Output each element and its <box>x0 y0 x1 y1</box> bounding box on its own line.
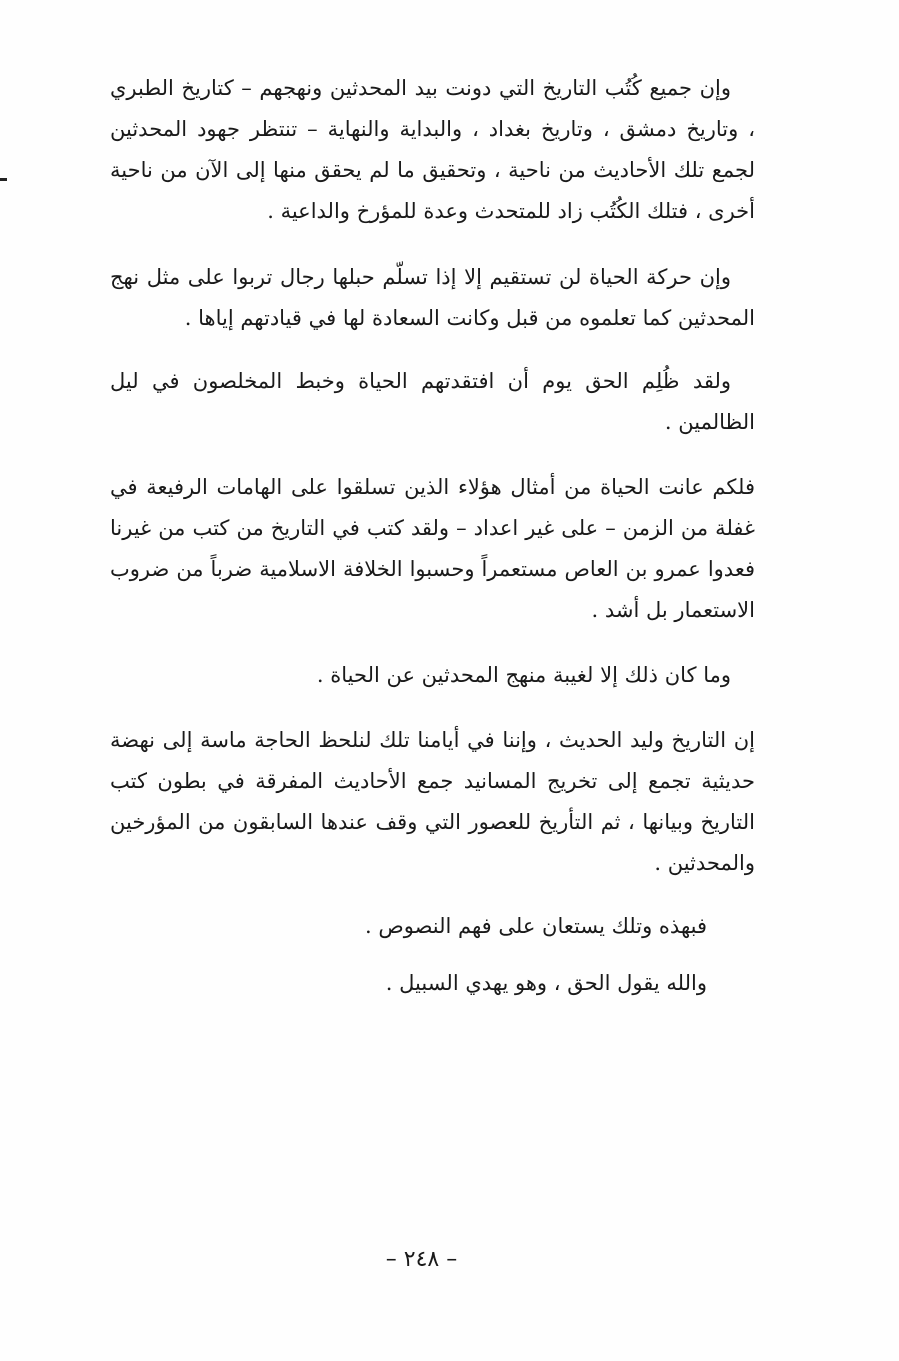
paragraph-1 <box>110 68 755 232</box>
paragraph-6-text: إن التاريخ وليد الحديث ، وإننا في أيامنا تلك لنلحظ الحاجة ماسة إلى نهضة حديثية تجمع إلى تخريج المسانيد جمع الأحاديث المفرقة في بطون كتب التاريخ وبيانها ، ثم التأريخ للعصور التي وقف عندها السابقون من المؤرخين والمحدثين . <box>110 728 755 875</box>
paragraph-2-text: وإن حركة الحياة لن تستقيم إلا إذا تسلّم حبلها رجال تربوا على مثل نهج المحدثين كما تعلموه من قبل وكانت السعادة لها في قيادتهم إياها . <box>110 265 755 330</box>
paragraph-5 <box>110 655 755 696</box>
paragraph-8-text: والله يقول الحق ، وهو يهدي السبيل . <box>385 971 707 995</box>
paragraph-7-text: فبهذه وتلك يستعان على فهم النصوص . <box>364 914 707 938</box>
paragraph-4-text: فلكم عانت الحياة من أمثال هؤلاء الذين تسلقوا على الهامات الرفيعة في غفلة من الزمن – على غير اعداد – ولقد كتب في التاريخ من كتب من غيرنا فعدوا عمرو بن العاص مستعمراً وحسبوا الخلافة الاسلامية ضرباً من ضروب الاستعمار بل أشد . <box>110 475 755 622</box>
paragraph-3 <box>110 361 755 443</box>
paragraph-3-text: ولقد ظُلِم الحق يوم أن افتقدتهم الحياة وخبط المخلصون في ليل الظالمين . <box>110 369 755 434</box>
paragraph-2 <box>110 257 755 339</box>
page-number: – ٢٤٨ – <box>385 1247 458 1272</box>
paragraph-6 <box>110 720 755 884</box>
page-body <box>110 68 755 1004</box>
paragraph-5-text: وما كان ذلك إلا لغيبة منهج المحدثين عن الحياة . <box>316 663 731 687</box>
paragraph-1-text: وإن جميع كُتُب التاريخ التي دونت بيد المحدثين ونهجهم – كتاريخ الطبري ، وتاريخ دمشق ، وتاريخ بغداد ، والبداية والنهاية – تنتظر جهود المحدثين لجمع تلك الأحاديث من ناحية ، وتحقيق ما لم يحقق منها إلى الآن من ناحية أخرى ، فتلك الكُتُب زاد للمتحدث وعدة للمؤرخ والداعية . <box>110 76 755 223</box>
paragraph-7 <box>110 906 755 947</box>
paragraph-4 <box>110 467 755 631</box>
margin-mark <box>0 178 7 181</box>
paragraph-8 <box>110 963 755 1004</box>
